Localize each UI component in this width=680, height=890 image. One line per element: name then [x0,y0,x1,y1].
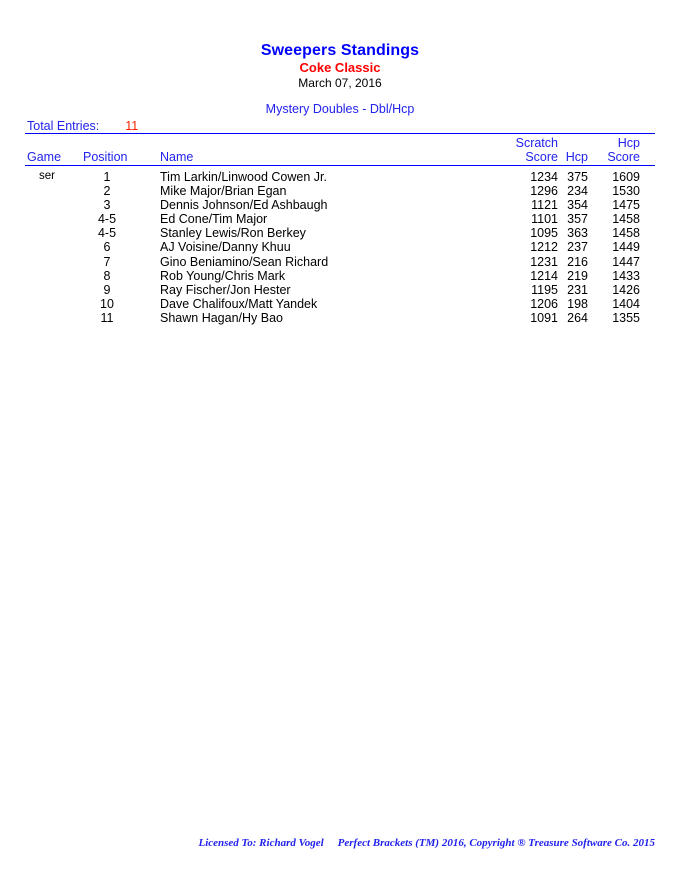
event-name: Mystery Doubles - Dbl/Hcp [265,102,415,116]
cell-scratch-score: 1091 [530,310,558,325]
cell-hcp-score: 1404 [612,296,640,311]
table-row [0,212,680,226]
table-row [0,283,680,297]
cell-hcp-score: 1426 [612,282,640,297]
column-header-hcp-score-line1: Hcp [617,136,640,150]
cell-hcp-score: 1458 [612,226,640,241]
page-date: March 07, 2016 [298,76,382,90]
page-subtitle: Coke Classic [299,60,381,75]
title-block [0,41,680,91]
table-row [0,255,680,269]
cell-hcp-score: 1458 [612,212,640,227]
cell-position: 3 [103,198,111,213]
column-header-scratch-line2: Score [525,150,558,164]
cell-position: 7 [103,254,111,269]
cell-hcp: 375 [567,170,588,184]
page-title: Sweepers Standings [260,42,420,59]
cell-position: 1 [103,170,111,184]
cell-name: Rob Young/Chris Mark [160,268,286,283]
cell-hcp: 264 [567,310,588,325]
cell-hcp: 234 [567,184,588,199]
column-header-name: Name [160,150,194,164]
footer [0,836,680,850]
cell-scratch-score: 1101 [531,212,558,227]
cell-hcp-score: 1475 [612,198,640,213]
cell-scratch-score: 1212 [530,240,558,255]
total-entries-value: 11 [125,119,139,133]
cell-position: 4-5 [97,212,117,227]
cell-name: Shawn Hagan/Hy Bao [160,310,283,325]
footer-copyright: Perfect Brackets (TM) 2016, Copyright ® Treasure Software Co. 2015 [337,837,655,849]
cell-hcp-score: 1447 [612,254,640,269]
total-entries-label: Total Entries: [27,119,100,133]
cell-name: Gino Beniamino/Sean Richard [160,254,329,269]
table-body [0,170,680,325]
footer-licensed-to: Licensed To: Richard Vogel [198,837,324,849]
table-row [0,297,680,311]
table-row [0,170,680,184]
divider-header [25,165,655,166]
column-header-hcp: Hcp [565,150,588,164]
cell-position: 9 [103,282,111,297]
cell-hcp: 237 [567,240,588,255]
cell-hcp: 363 [567,226,588,241]
column-header-hcp-score-line2: Score [607,150,640,164]
table-row [0,198,680,212]
cell-scratch-score: 1095 [530,226,558,241]
cell-hcp-score: 1433 [612,268,640,283]
divider-top [25,133,655,134]
cell-hcp-score: 1355 [612,310,640,325]
cell-name: AJ Voisine/Danny Khuu [160,240,291,255]
cell-name: Mike Major/Brian Egan [160,184,287,199]
table-row [0,226,680,240]
cell-hcp-score: 1609 [612,170,640,184]
cell-hcp: 219 [567,268,588,283]
cell-scratch-score: 1214 [530,268,558,283]
cell-name: Tim Larkin/Linwood Cowen Jr. [160,170,327,184]
cell-position: 11 [100,310,114,325]
cell-name: Dennis Johnson/Ed Ashbaugh [160,198,328,213]
cell-scratch-score: 1121 [531,198,558,213]
cell-name: Ed Cone/Tim Major [160,212,268,227]
table-row [0,269,680,283]
table-row [0,311,680,325]
cell-position: 4-5 [97,226,117,241]
cell-position: 8 [103,268,111,283]
column-header-position: Position [83,150,128,164]
cell-hcp: 354 [567,198,588,213]
cell-name: Stanley Lewis/Ron Berkey [160,226,306,241]
cell-scratch-score: 1206 [530,296,558,311]
cell-name: Dave Chalifoux/Matt Yandek [160,296,318,311]
cell-hcp: 357 [567,212,588,227]
cell-position: 10 [100,296,114,311]
cell-game: ser [39,170,55,182]
column-header-hcp-score [560,136,640,164]
column-header-scratch-line1: Scratch [515,136,558,150]
cell-scratch-score: 1231 [530,254,558,269]
cell-name: Ray Fischer/Jon Hester [160,282,291,297]
cell-hcp-score: 1530 [612,184,640,199]
total-entries [27,119,138,134]
cell-position: 6 [103,240,111,255]
cell-hcp: 231 [567,282,588,297]
table-row [0,184,680,198]
cell-scratch-score: 1195 [531,282,558,297]
cell-position: 2 [103,184,111,199]
cell-scratch-score: 1234 [530,170,558,184]
cell-hcp: 216 [567,254,588,269]
cell-scratch-score: 1296 [530,184,558,199]
cell-hcp: 198 [567,296,588,311]
cell-hcp-score: 1449 [612,240,640,255]
column-header-game: Game [27,150,62,164]
table-row [0,240,680,254]
